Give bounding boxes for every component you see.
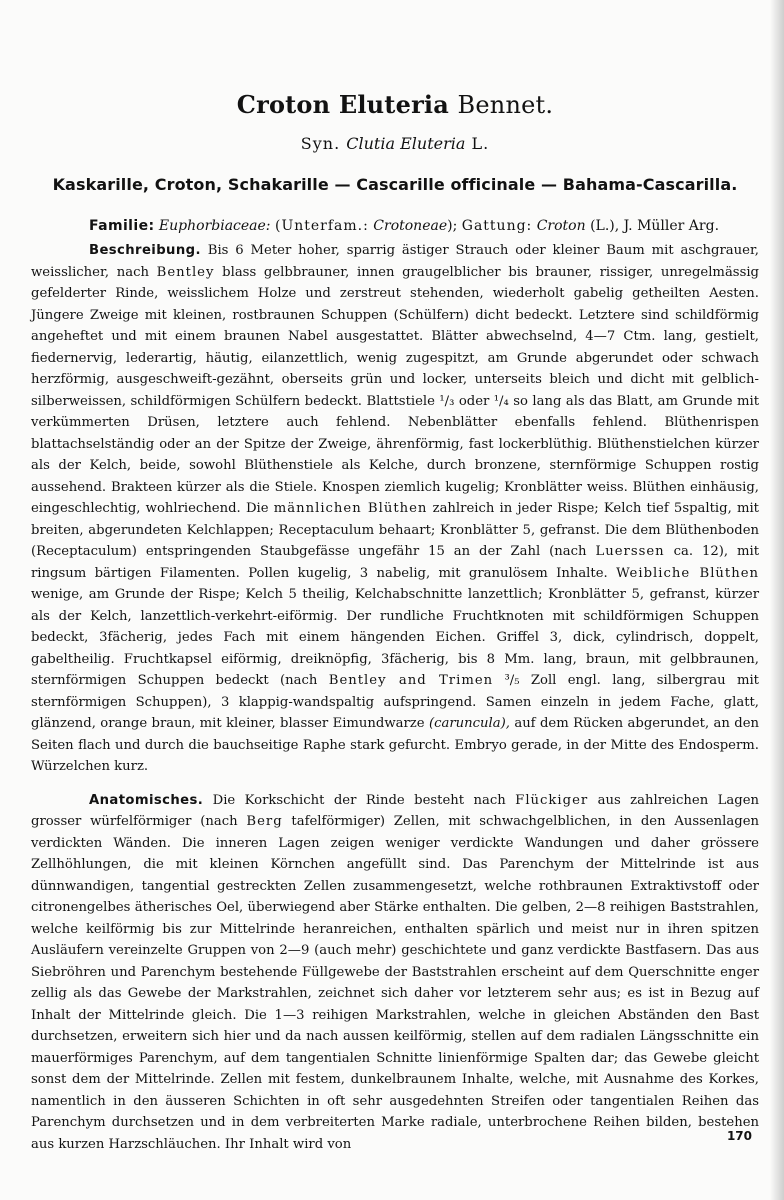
author-bentley: Bentley — [156, 264, 215, 280]
author-flueckiger: Flückiger — [515, 792, 589, 808]
gattung-name: Croton — [536, 218, 586, 234]
page-number: 170 — [726, 1129, 752, 1143]
unterfam-open: (Unterfam.: — [274, 218, 369, 234]
author-luerssen: Luerssen — [595, 544, 665, 559]
syn-prefix: Syn. — [300, 134, 341, 153]
page-content — [31, 90, 759, 1155]
beschreibung-paragraph — [31, 240, 759, 778]
title-author: Bennet. — [457, 91, 554, 119]
syn-name: Clutia Eluteria — [346, 134, 466, 153]
family-line — [31, 218, 759, 234]
beschreibung-text-5: wenige, am Grunde der Rispe; Kelch 5 theilig, Kelchabschnitte lanzettlich; Kronblätter 5, gefranst, kürzer als der Kelch, lanzettlich-verkehrt-eiförmig. Der rundliche Fruchtknoten mit schildförmigen Schuppen bedeckt, 3fächerig, jedes Fach mit einem hängenden Eichen. Griffel 3, dick, cylindrisch, doppelt, gabeltheilig. Fruchtkapsel eiförmig, dreiknöpfig, 3fächerig, bis 8 Mm. lang, braun, mit gelbbraunen, sternförmigen Schuppen bedeckt (nach — [31, 587, 759, 688]
beschreibung-label: Beschreibung. — [89, 243, 201, 258]
weibliche-blueten-label: Weibliche Blüthen — [616, 565, 759, 581]
anatomisches-text-3: tafelförmiger) Zellen, mit schwachgelblichen, in den Aussenlagen verdickten Wänden. Die inneren Lagen zeigen weniger verdickte Wandungen und daher grössere Zellhöhlungen, die mit kleinen Körnchen angefüllt sind. Das Parenchym der Mittelrinde ist aus dünnwandigen, tangential gestreckten Zellen zusammengesetzt, welche rothbraunen Extraktivstoff oder citronengelbes ätherisches Oel, überwiegend aber Stärke enthalten. Die gelben, 2—8 reihigen Baststrahlen, welche keilförmig bis zur Mittelrinde heranreichen, enthalten spärlich und meist nur in ihren spitzen Ausläufern vereinzelte Gruppen von 2—9 (auch mehr) geschichtete und ganz verdickte Bastfasern. Das aus Siebröhren und Parenchym bestehende Füllgewebe der Baststrahlen erscheint auf dem Querschnitte enger zellig als das Gewebe der Markstrahlen, zeichnet sich daher vor letzterem sehr aus; es ist in Bezug auf Inhalt der Mittelrinde gleich. Die 1—3 reihigen Markstrahlen, welche in gleichen Abständen den Bast durchsetzen, erweitern sich hier und da nach aussen keilförmig, stellen auf dem radialen Längsschnitte ein mauerförmiges Parenchym, auf dem tangentialen Schnitte linienförmige Spalten dar; das Gewebe gleicht sonst dem der Mittelrinde. Zellen mit festem, dunkelbraunem Inhalte, welche, mit Ausnahme des Korkes, namentlich in den äusseren Schichten in oft sehr ausgedehnten Streifen oder tangentialen Reihen das Parenchym durchsetzen und in dem verbreiterten Marke radiale, unterbrochene Reihen bilden, bestehen aus kurzen Harzschläuchen. Ihr Inhalt wird von — [31, 814, 759, 1152]
caruncula-term: (caruncula), — [428, 716, 510, 731]
page-title — [31, 90, 759, 119]
common-names: Kaskarille, Croton, Schakarille — Cascarille officinale — Bahama-Cascarilla. — [52, 175, 738, 194]
page-edge-shadow — [770, 0, 784, 1200]
author-bentley-trimen: Bentley and Trimen — [328, 673, 494, 688]
unterfam-close: ); — [447, 218, 458, 234]
anatomisches-paragraph — [31, 790, 759, 1156]
familie-label: Familie: — [89, 218, 155, 234]
beschreibung-text-1: Bis 6 Meter hoher, sparrig ästiger Strauch oder kleiner Baum mit aschgrauer, weisslicher, nach — [31, 243, 759, 280]
anatomisches-text-2: aus zahlreichen Lagen grosser würfelförmiger (nach — [31, 792, 759, 829]
unterfam-name: Crotoneae — [373, 218, 448, 234]
author-berg: Berg — [246, 814, 283, 829]
beschreibung-text-6: ³/₅ Zoll engl. lang, silbergrau mit sternförmigen Schuppen), 3 klappig-wandspaltig aufspringend. Samen einzeln in jedem Fache, glatt, glänzend, orange braun, mit kleiner, blasser Eimundwarze — [31, 673, 759, 731]
title-species: Croton Eluteria — [236, 90, 449, 119]
beschreibung-text-4: ca. 12), mit ringsum bärtigen Filamenten. Pollen kugelig, 3 nabelig, mit granulösem Inhalte. — [31, 544, 759, 581]
beschreibung-text-7: auf dem Rücken abgerundet, an den Seiten flach und durch die bauchseitige Raphe stark gefurcht. Embryo gerade, in der Mitte des Endosperm. Würzelchen kurz. — [31, 716, 759, 774]
beschreibung-text-2: blass gelbbrauner, innen graugelblicher bis brauner, rissiger, unregelmässig gefelderter Rinde, weisslichem Holze und zerstreut stehenden, wiederholt gabelig getheilten Aesten. Jüngere Zweige mit kleinen, rostbraunen Schuppen (Schülfern) dicht bedeckt. Letztere sind schildförmig angeheftet und mit einem braunen Nabel ausgestattet. Blätter abwechselnd, 4—7 Ctm. lang, gestielt, fiedernervig, lederartig, häutig, eilanzettlich, wenig zugespitzt, am Grunde abgerundet oder schwach herzförmig, ausgeschweift-gezähnt, oberseits grün und locker, unterseits bleich und dicht mit gelblich-silberweissen, schildförmigen Schülfern bedeckt. Blattstiele ¹/₃ oder ¹/₄ so lang als das Blatt, am Grunde mit verkümmerten Drüsen, letztere auch fehlend. Nebenblätter ebenfalls fehlend. Blüthenrispen blattachselständig oder an der Spitze der Zweige, ährenförmig, fast lockerblüthig. Blüthenstielchen kürzer als der Kelch, beide, sowohl Blüthenstiele als Kelche, durch bronzene, sternförmige Schuppen rostig aussehend. Brakteen kürzer als die Stiele. Knospen ziemlich kugelig; Kronblätter weiss. Blüthen einhäusig, eingeschlechtig, wohlriechend. Die — [31, 264, 759, 516]
anatomisches-text-1: Die Korkschicht der Rinde besteht nach — [212, 792, 506, 808]
syn-author: L. — [471, 134, 490, 153]
maennliche-blueten-label: männlichen Blüthen — [273, 501, 428, 516]
synonym-line — [31, 134, 759, 153]
beschreibung-text-3: zahlreich in jeder Rispe; Kelch tief 5spaltig, mit breiten, abgerundeten Kelchlappen; Receptaculum behaart; Kronblätter 5, gefranst. Die dem Blüthenboden (Receptaculum) entspringenden Staubgefässe ungefähr 15 an der Zahl (nach — [31, 501, 759, 559]
gattung-rest: (L.), J. Müller Arg. — [590, 218, 720, 234]
family-name: Euphorbiaceae: — [158, 218, 271, 234]
gattung-label: Gattung: — [461, 218, 533, 234]
anatomisches-label: Anatomisches. — [89, 792, 204, 808]
